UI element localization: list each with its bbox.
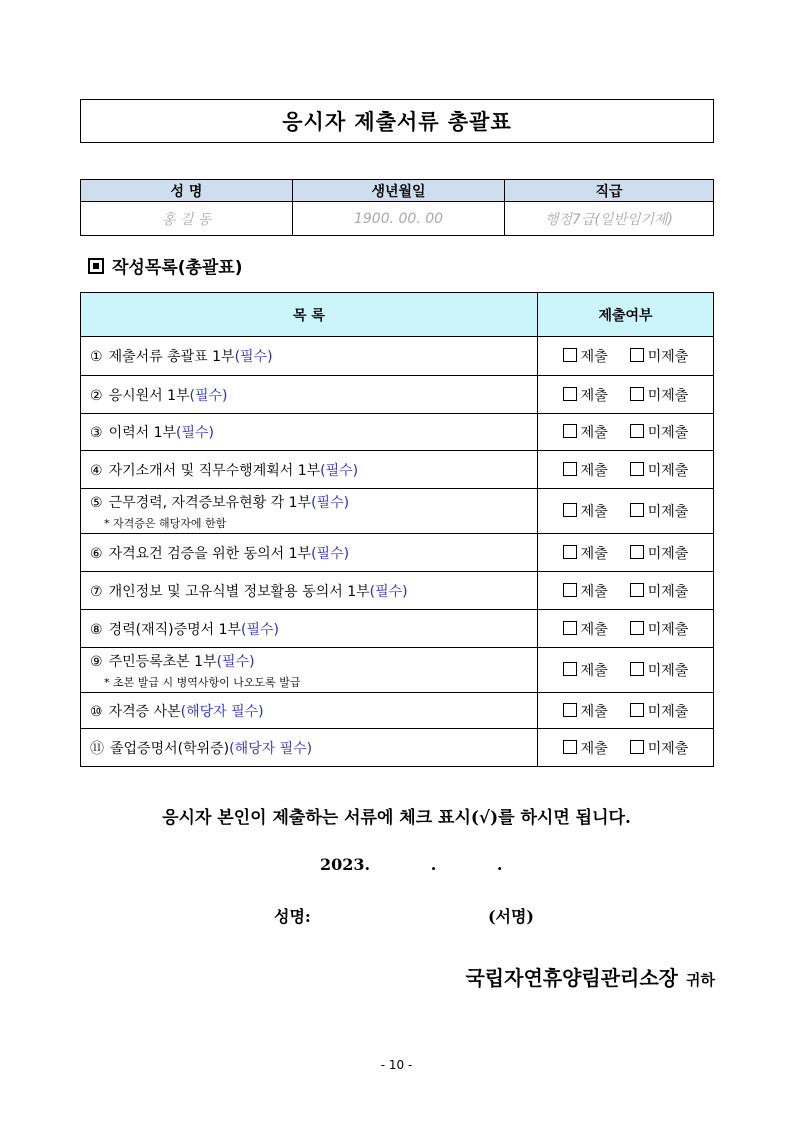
submit-label: 제출 [580,425,608,441]
item-tag: (필수) [234,349,273,365]
recipient [465,962,715,991]
checkbox-submitted[interactable] [563,387,577,401]
date-month-dot: . [430,855,437,874]
item-number: ② [90,387,103,404]
not-submit-label: 미제출 [647,425,689,441]
not-submit-label: 미제출 [647,583,689,600]
item-cell [81,534,538,572]
item-text: 자기소개서 및 직무수행계획서 1부 [108,462,321,479]
checkbox-submitted[interactable] [563,462,577,476]
instruction-notice: 응시자 본인이 제출하는 서류에 체크 표시(√)를 하시면 됩니다. [162,808,631,828]
status-cell [538,534,714,572]
checkbox-submitted[interactable] [563,703,577,717]
recipient-name: 국립자연휴양림관리소장 [465,966,679,990]
item-cell [81,648,538,693]
item-tag: (필수) [311,494,350,511]
list-item [81,451,714,489]
checkbox-not-submitted[interactable] [630,662,644,676]
not-submit-label: 미제출 [647,663,689,679]
status-cell [538,376,714,414]
checkbox-not-submitted[interactable] [630,387,644,401]
item-tag: (필수) [320,462,359,479]
checkbox-not-submitted[interactable] [630,424,644,438]
not-submit-option[interactable] [630,738,689,758]
item-text: 자격요건 검증을 위한 동의서 1부 [108,545,312,562]
status-cell [538,693,714,729]
submit-label: 제출 [580,583,608,600]
not-submit-option[interactable] [630,385,689,405]
submit-label: 제출 [580,663,608,679]
checkbox-submitted[interactable] [563,621,577,635]
item-number: ⑤ [90,494,103,511]
submit-label: 제출 [580,504,608,520]
item-cell [81,572,538,610]
submit-option[interactable] [563,738,608,758]
item-text: 개인정보 및 고유식별 정보활용 동의서 1부 [108,583,370,600]
item-number: ⑦ [90,583,103,600]
item-number: ④ [90,462,103,479]
not-submit-option[interactable] [630,660,689,680]
item-tag: (필수) [176,425,215,441]
status-cell [538,572,714,610]
not-submit-option[interactable] [630,460,689,480]
submit-option[interactable] [563,660,608,680]
item-number: ③ [90,425,103,441]
name-header: 성 명 [81,180,293,202]
signature-seal: (서명) [487,907,534,926]
list-item [81,729,714,767]
status-cell [538,337,714,376]
item-note: * 자격증은 해당자에 한함 [104,516,227,530]
item-text: 경력(재직)증명서 1부 [108,621,242,638]
checkbox-not-submitted[interactable] [630,462,644,476]
item-cell [81,376,538,414]
submit-label: 제출 [580,740,608,757]
item-tag: (해당자 필수) [229,740,313,757]
list-item [81,376,714,414]
list-item [81,610,714,648]
checkbox-submitted[interactable] [563,424,577,438]
position-header: 직급 [505,180,714,202]
status-cell [538,489,714,534]
recipient-suffix: 귀하 [686,971,715,989]
not-submit-option[interactable] [630,619,689,639]
position-value: 행정7급(일반임기제) [505,202,714,236]
submit-label: 제출 [580,349,608,365]
list-item [81,534,714,572]
item-number: ⑪ [90,740,104,757]
item-tag: (필수) [216,653,255,670]
birthdate-header: 생년월일 [293,180,505,202]
section-heading [88,253,243,278]
item-text: 응시원서 1부 [108,387,190,404]
status-cell [538,451,714,489]
not-submit-option[interactable] [630,581,689,601]
signature-line [274,904,534,927]
not-submit-label: 미제출 [647,387,689,404]
list-item [81,337,714,376]
item-cell [81,693,538,729]
list-item [81,572,714,610]
checkbox-not-submitted[interactable] [630,545,644,559]
item-cell [81,337,538,376]
birthdate-value: 1900. 00. 00 [293,202,505,236]
item-tag: (필수) [369,583,408,600]
item-text: 이력서 1부 [108,425,177,441]
not-submit-label: 미제출 [647,703,689,720]
not-submit-label: 미제출 [647,545,689,562]
checkbox-submitted[interactable] [563,348,577,362]
item-text: 제출서류 총괄표 1부 [108,349,235,365]
not-submit-option[interactable] [630,501,689,521]
item-number: ⑥ [90,545,103,562]
applicant-info-table [80,179,714,236]
item-number: ⑧ [90,621,103,638]
checkbox-not-submitted[interactable] [630,703,644,717]
item-number: ⑩ [90,703,103,720]
status-cell [538,414,714,451]
not-submit-label: 미제출 [647,621,689,638]
list-header-status: 제출여부 [538,293,714,337]
submit-option[interactable] [563,581,608,601]
submit-label: 제출 [580,703,608,720]
checkbox-submitted[interactable] [563,662,577,676]
submit-option[interactable] [563,422,608,442]
item-number: ① [90,349,103,365]
not-submit-label: 미제출 [647,462,689,479]
checkbox-submitted[interactable] [563,583,577,597]
not-submit-label: 미제출 [647,349,689,365]
submit-option[interactable] [563,543,608,563]
not-submit-option[interactable] [630,701,689,721]
name-value: 홍 길 동 [81,202,293,236]
item-cell [81,729,538,767]
item-cell [81,451,538,489]
item-tag: (해당자 필수) [180,703,264,720]
submit-label: 제출 [580,462,608,479]
checkbox-submitted[interactable] [563,545,577,559]
item-number: ⑨ [90,653,103,670]
checkbox-not-submitted[interactable] [630,583,644,597]
item-text: 자격증 사본 [108,703,181,720]
list-item [81,693,714,729]
item-tag: (필수) [241,621,280,638]
submit-option[interactable] [563,619,608,639]
not-submit-option[interactable] [630,422,689,442]
item-cell [81,489,538,534]
not-submit-option[interactable] [630,543,689,563]
item-note: * 초본 발급 시 병역사항이 나오도록 발급 [104,675,301,689]
item-cell [81,610,538,648]
date-year: 2023. [320,855,371,874]
not-submit-option[interactable] [630,346,689,366]
list-item [81,489,714,534]
submit-option[interactable] [563,460,608,480]
document-title: 응시자 제출서류 총괄표 [80,99,714,143]
list-item [81,648,714,693]
submit-option[interactable] [563,346,608,366]
status-cell [538,610,714,648]
status-cell [538,648,714,693]
date-day-dot: . [496,855,503,874]
checkbox-not-submitted[interactable] [630,348,644,362]
page-number: - 10 - [380,1058,413,1072]
checkbox-not-submitted[interactable] [630,621,644,635]
signature-label: 성명: [274,907,311,926]
status-cell [538,729,714,767]
item-tag: (필수) [189,387,228,404]
submit-label: 제출 [580,545,608,562]
list-item [81,414,714,451]
checkbox-submitted[interactable] [563,503,577,517]
submit-label: 제출 [580,387,608,404]
checkbox-submitted[interactable] [563,740,577,754]
checkbox-not-submitted[interactable] [630,740,644,754]
submit-option[interactable] [563,701,608,721]
date-line [320,855,502,874]
section-title: 작성목록(총괄표) [112,258,243,278]
item-text: 주민등록초본 1부 [108,653,217,670]
submit-option[interactable] [563,501,608,521]
item-tag: (필수) [311,545,350,562]
item-text: 졸업증명서(학위증) [110,740,230,757]
not-submit-label: 미제출 [647,504,689,520]
document-list-table [80,292,714,767]
checkbox-not-submitted[interactable] [630,503,644,517]
item-cell [81,414,538,451]
submit-option[interactable] [563,385,608,405]
filled-square-icon [88,258,104,274]
not-submit-label: 미제출 [647,740,689,757]
list-header-item: 목 록 [81,293,538,337]
submit-label: 제출 [580,621,608,638]
item-text: 근무경력, 자격증보유현황 각 1부 [108,494,312,511]
